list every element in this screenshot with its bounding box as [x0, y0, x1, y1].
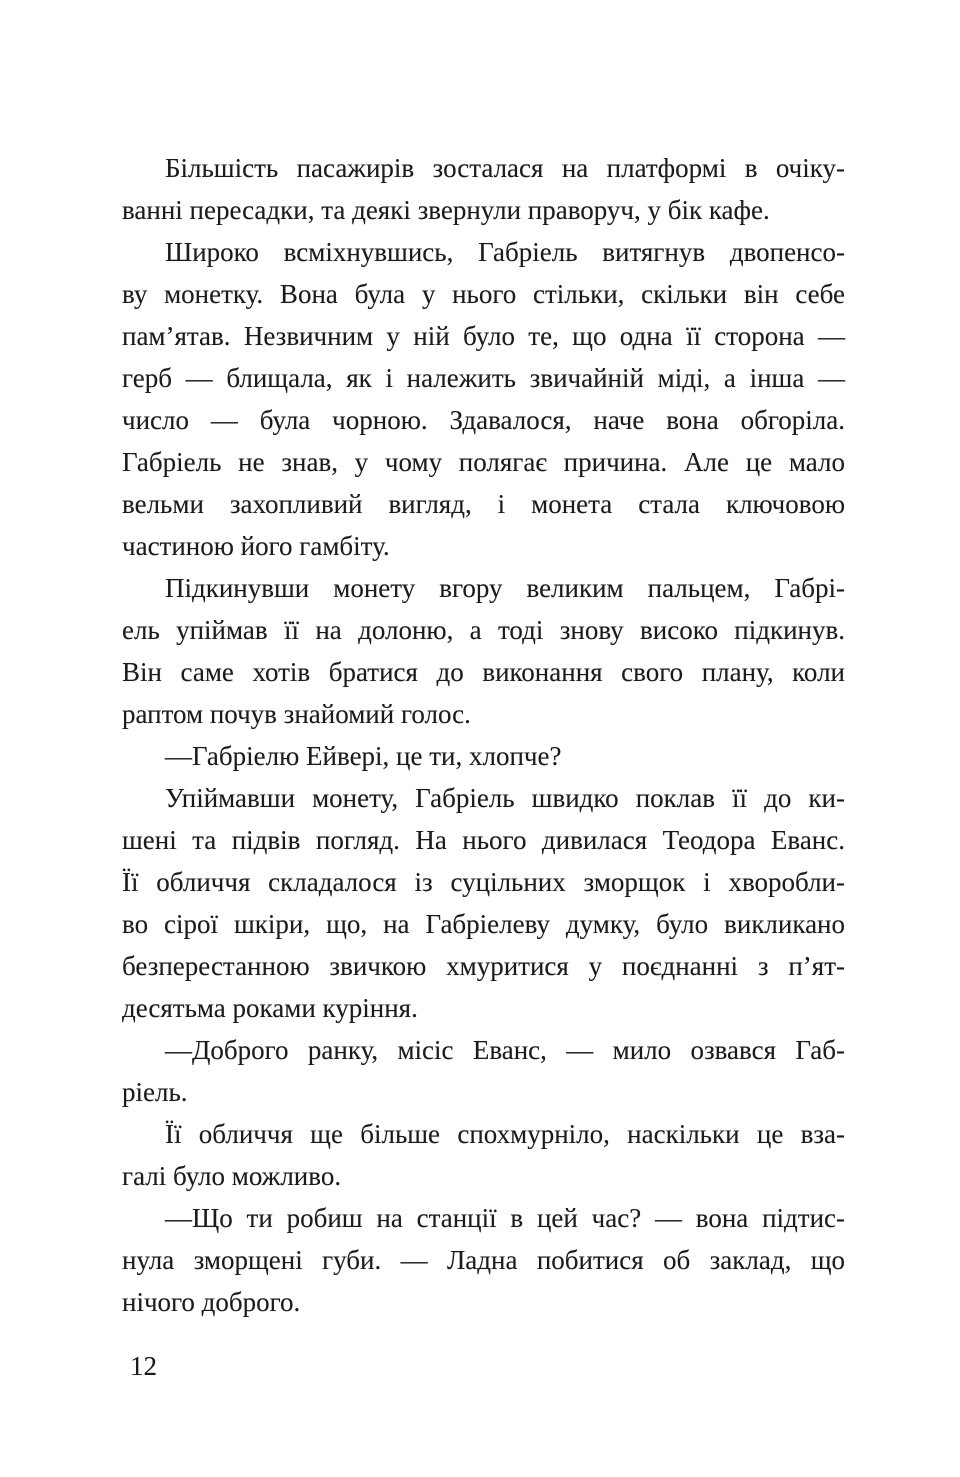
paragraph: [122, 231, 845, 567]
text-line: герб — блищала, як і належить звичайній міді, а інша —: [122, 363, 845, 393]
text-line: Більшість пасажирів зосталася на платформі в очіку-: [165, 153, 845, 183]
text-line: ву монетку. Вона була у нього стільки, скільки він себе: [122, 279, 845, 309]
text-line: нула зморщені губи. — Ладна побитися об заклад, що: [122, 1245, 845, 1275]
text-line: во сірої шкіри, що, на Габріелеву думку, було викликано: [122, 909, 845, 939]
text-line: шені та підвів погляд. На нього дивилася Теодора Еванс.: [122, 825, 845, 855]
text-line: число — була чорною. Здавалося, наче вона обгоріла.: [122, 405, 845, 435]
text-line: нічого доброго.: [122, 1287, 301, 1317]
text-line: Її обличчя складалося із суцільних зморщок і хворобли-: [122, 867, 845, 897]
paragraph: [122, 735, 845, 777]
paragraph: [122, 1197, 845, 1323]
text-line: —Що ти робиш на станції в цей час? — вона підтис-: [165, 1203, 845, 1233]
text-line: десятьма роками куріння.: [122, 993, 418, 1023]
paragraph: [122, 147, 845, 231]
text-line: галі було можливо.: [122, 1161, 342, 1191]
text-line: ель упіймав її на долоню, а тоді знову високо підкинув.: [122, 615, 845, 645]
text-line: частиною його гамбіту.: [122, 531, 390, 561]
text-line: Підкинувши монету вгору великим пальцем, Габрі-: [165, 573, 845, 603]
text-line: Упіймавши монету, Габріель швидко поклав її до ки-: [165, 783, 845, 813]
text-line: безперестанною звичкою хмуритися у поєднанні з п’ят-: [122, 951, 845, 981]
paragraph: [122, 1029, 845, 1113]
text-line: пам’ятав. Незвичним у ній було те, що одна її сторона —: [122, 321, 845, 351]
text-block: [122, 147, 845, 1323]
text-line: Її обличчя ще більше спохмурніло, наскільки це вза-: [165, 1119, 845, 1149]
page-number: 12: [130, 1351, 157, 1381]
paragraph: [122, 777, 845, 1029]
text-line: Широко всміхнувшись, Габріель витягнув двопенсо-: [165, 237, 845, 267]
paragraph: [122, 567, 845, 735]
text-line: Він саме хотів братися до виконання свого плану, коли: [122, 657, 845, 687]
text-line: ріель.: [122, 1077, 188, 1107]
text-line: раптом почув знайомий голос.: [122, 699, 471, 729]
text-line: Габріель не знав, у чому полягає причина. Але це мало: [122, 447, 845, 477]
text-line: ванні пересадки, та деякі звернули праворуч, у бік кафе.: [122, 195, 770, 225]
paragraph: [122, 1113, 845, 1197]
text-line: вельми захопливий вигляд, і монета стала ключовою: [122, 489, 845, 519]
text-line: —Габріелю Ейвері, це ти, хлопче?: [165, 741, 562, 771]
text-line: —Доброго ранку, місіс Еванс, — мило озвався Габ-: [165, 1035, 845, 1065]
